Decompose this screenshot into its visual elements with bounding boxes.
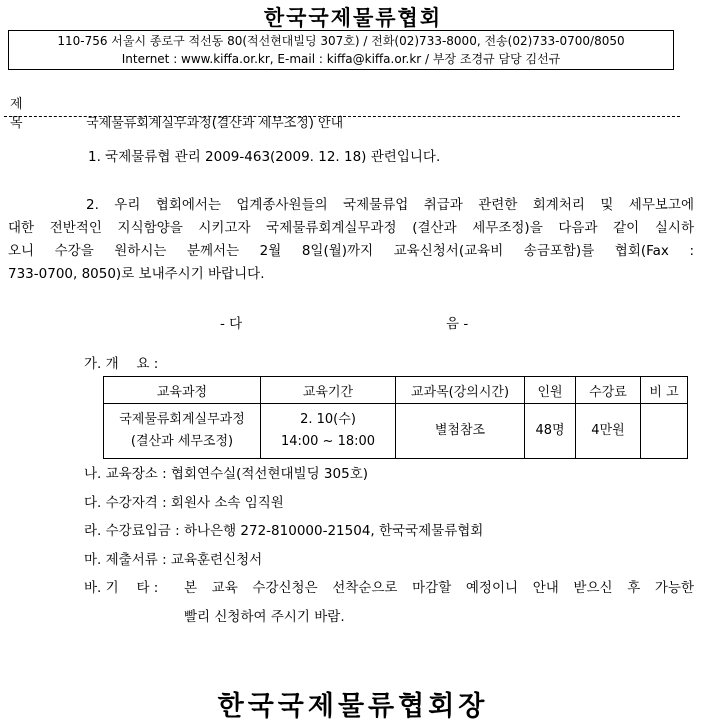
header-people: 인원	[525, 377, 576, 404]
subject-text: 국제물류회계실무과정(결산과 세무조정) 안내	[86, 116, 344, 131]
contact-info-box	[8, 30, 674, 70]
cell-period	[261, 404, 396, 459]
table-header-row	[104, 377, 688, 404]
header-subject: 교과목(강의시간)	[396, 377, 525, 404]
cell-people: 48명	[525, 404, 576, 459]
course-line-1: 국제물류회계실무과정	[119, 412, 245, 427]
item-eligibility: 다. 수강자격 : 회원사 소속 임직원	[84, 495, 284, 511]
paragraph-2	[8, 194, 694, 286]
item-payment: 라. 수강료입금 : 하나은행 272-810000-21504, 한국국제물류협회	[84, 523, 484, 539]
header-course: 교육과정	[104, 377, 261, 404]
subject-label: 제 목	[10, 97, 43, 131]
course-line-2: (결산과 세무조정)	[130, 434, 234, 449]
heading-left: - 다	[220, 316, 243, 332]
address-line: 110-756 서울시 종로구 적선동 80(적선현대빌딩 307호) / 전화(02)733-8000, 전송(02)733-0700/8050	[57, 34, 625, 48]
item-other-line-1: 본 교육 수강신청은 선착순으로 마감할 예정이니 안내 받으신 후 가능한	[184, 580, 694, 596]
cell-note	[641, 404, 688, 459]
item-documents: 마. 제출서류 : 교육훈련신청서	[84, 552, 263, 568]
period-line-1: 2. 10(수)	[300, 412, 356, 427]
paragraph-1: 1. 국제물류협 관리 2009-463(2009. 12. 18) 관련입니다.	[88, 149, 441, 165]
header-note: 비 고	[641, 377, 688, 404]
table-row	[104, 404, 688, 459]
cell-fee: 4만원	[576, 404, 641, 459]
paragraph-2-line: 2. 우리 협회에서는 업계종사원들의 국제물류업 취급과 관련한 회계처리 및 세무보고에	[86, 197, 694, 213]
period-line-2: 14:00 ~ 18:00	[280, 434, 376, 449]
heading-right: 음 -	[446, 316, 469, 332]
organization-title: 한국국제물류협회	[263, 6, 443, 30]
header-period: 교육기간	[261, 377, 396, 404]
cell-course	[104, 404, 261, 459]
subject-line	[10, 93, 343, 131]
course-table	[103, 376, 688, 459]
paragraph-2-line: 오니 수강을 원하시는 분께서는 2월 8일(월)까지 교육신청서(교육비 송금포함)를 협회(Fax :	[8, 243, 694, 259]
internet-line: Internet : www.kiffa.or.kr, E-mail : kiffa@kiffa.or.kr / 부장 조경규 담당 김선규	[121, 52, 561, 66]
cell-subject: 별첨참조	[396, 404, 525, 459]
item-venue: 나. 교육장소 : 협회연수실(적선현대빌딩 305호)	[84, 466, 369, 482]
overview-label: 가. 개 요 :	[84, 356, 159, 372]
paragraph-2-line: 733-0700, 8050)로 보내주시기 바랍니다.	[8, 266, 265, 282]
paragraph-2-line: 대한 전반적인 지식함양을 시키고자 국제물류회계실무과정 (결산과 세무조정)을 다음과 같이 실시하	[8, 220, 694, 236]
signature: 한국국제물류협회장	[217, 691, 489, 722]
item-other-label: 바. 기 타 :	[84, 580, 159, 596]
header-fee: 수강료	[576, 377, 641, 404]
dashed-divider	[4, 116, 680, 117]
item-other-line-2: 빨리 신청하여 주시기 바람.	[184, 609, 345, 625]
